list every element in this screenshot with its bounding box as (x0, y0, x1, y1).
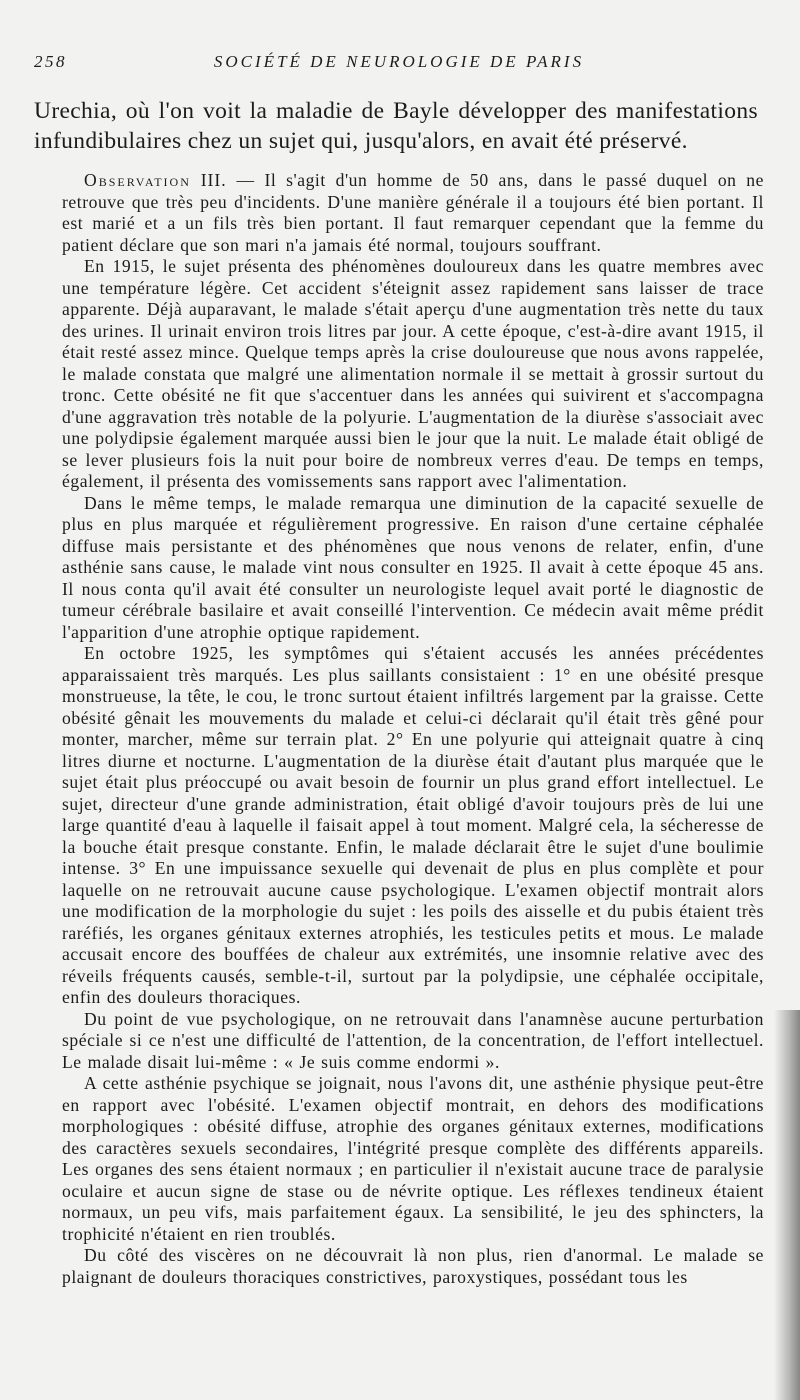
observation-text: Il s'agit d'un homme de 50 ans, dans le passé duquel on ne retrouve que très peu d'incidents. D'une manière générale il a toujours été bien portant. Il est marié et a un fils très bien portant. Il faut remarquer cependant que la femme du patient déclare que son mari n'a jamais été normal, toujours souffrant. (62, 170, 765, 255)
observation-paragraph (62, 170, 764, 256)
journal-title: SOCIÉTÉ DE NEUROLOGIE DE PARIS (213, 52, 585, 71)
observation-label: Observation (84, 170, 191, 190)
lead-paragraph: Urechia, où l'on voit la maladie de Bayle développer des manifestations infundibulaires chez un sujet qui, jusqu'alors, en avait été préservé. (34, 98, 758, 154)
running-head (34, 52, 764, 76)
article-body (62, 170, 764, 1288)
observation-dash: — (236, 170, 255, 190)
page-edge-shadow (774, 1010, 800, 1400)
body-paragraph: Dans le même temps, le malade remarqua une diminution de la capacité sexuelle de plus en plus marquée et régulièrement progressive. En raison d'une certaine céphalée diffuse mais persistante et des phénomènes que nous venons de relater, enfin, d'une asthénie sans cause, le malade vint nous consulter en 1925. Il avait à cette époque 45 ans. Il nous conta qu'il avait été consulter un neurologiste lequel avait porté le diagnostic de tumeur cérébrale basilaire et avait conseillé l'intervention. Ce médecin avait même prédit l'apparition d'une atrophie optique rapidement. (62, 492, 764, 642)
body-paragraph: En octobre 1925, les symptômes qui s'étaient accusés les années précédentes apparaissaient très marqués. Les plus saillants consistaient : 1° en une obésité presque monstrueuse, la tête, le cou, le tronc surtout étaient infiltrés largement par la graisse. Cette obésité gênait les mouvements du malade et celui-ci déclarait qu'il était très gêné pour monter, marcher, même sur terrain plat. 2° En une polyurie qui atteignait quatre à cinq litres diurne et nocturne. L'augmentation de la diurèse était d'autant plus marquée que le sujet était plus préoccupé ou avait besoin de fournir un plus grand effort intellectuel. Le sujet, directeur d'une grande administration, était obligé d'avoir toujours près de lui une large quantité d'eau à laquelle il faisait appel à tout moment. Malgré cela, la sécheresse de la bouche était presque constante. Enfin, le malade déclarait être le sujet d'une boulimie intense. 3° En une impuissance sexuelle qui devenait de plus en plus complète et pour laquelle on ne retrouvait aucune cause psychologique. L'examen objectif montrait alors une modification de la morphologie du sujet : les poils des aisselle et du pubis étaient très raréfiés, les organes génitaux externes atrophiés, les testicules petits et mous. Le malade accusait encore des bouffées de chaleur aux extrémités, une insomnie relative avec des réveils fréquents causés, semble-t-il, surtout par la polydipsie, une céphalée occipitale, enfin des douleurs thoraciques. (62, 643, 764, 1007)
observation-number: III. (200, 170, 227, 190)
body-paragraph: Du côté des viscères on ne découvrait là non plus, rien d'anormal. Le malade se plaignant de douleurs thoraciques constrictives, paroxystiques, possédant tous les (62, 1245, 764, 1287)
body-paragraph: A cette asthénie psychique se joignait, nous l'avons dit, une asthénie physique peut-être en rapport avec l'obésité. L'examen objectif montrait, en dehors des modifications morphologiques : obésité diffuse, atrophie des organes génitaux externes, modifications des caractères sexuels secondaires, l'intégrité presque complète des différents appareils. Les organes des sens étaient normaux ; en particulier il n'existait aucune trace de paralysie oculaire et aucun signe de stase ou de névrite optique. Les réflexes tendineux étaient normaux, un peu vifs, mais parfaitement égaux. La sensibilité, le jeu des sphincters, la trophicité n'étaient en rien troublés. (62, 1073, 764, 1244)
page-number: 258 (34, 52, 67, 71)
body-paragraph: Du point de vue psychologique, on ne retrouvait dans l'anamnèse aucune perturbation spéciale si ce n'est une difficulté de l'attention, de la concentration, de l'effort intellectuel. Le malade disait lui-même : « Je suis comme endormi ». (62, 1008, 764, 1072)
body-paragraph: En 1915, le sujet présenta des phénomènes douloureux dans les quatre membres avec une température légère. Cet accident s'éteignit assez rapidement sans laisser de trace apparente. Déjà auparavant, le malade s'était aperçu d'une augmentation très nette du taux des urines. Il urinait environ trois litres par jour. A cette époque, c'est-à-dire avant 1915, il était resté assez mince. Quelque temps après la crise douloureuse que nous avons rappelée, le malade constata que malgré une alimentation normale il se mettait à grossir surtout du tronc. Cette obésité ne fit que s'accentuer dans les années qui suivirent et s'accompagna d'une aggravation très notable de la polyurie. L'augmentation de la diurèse s'associait avec une polydipsie également marquée aussi bien le jour que la nuit. Le malade était obligé de se lever plusieurs fois la nuit pour boire de nombreux verres d'eau. De temps en temps, également, il présenta des vomissements sans rapport avec l'alimentation. (62, 256, 764, 491)
